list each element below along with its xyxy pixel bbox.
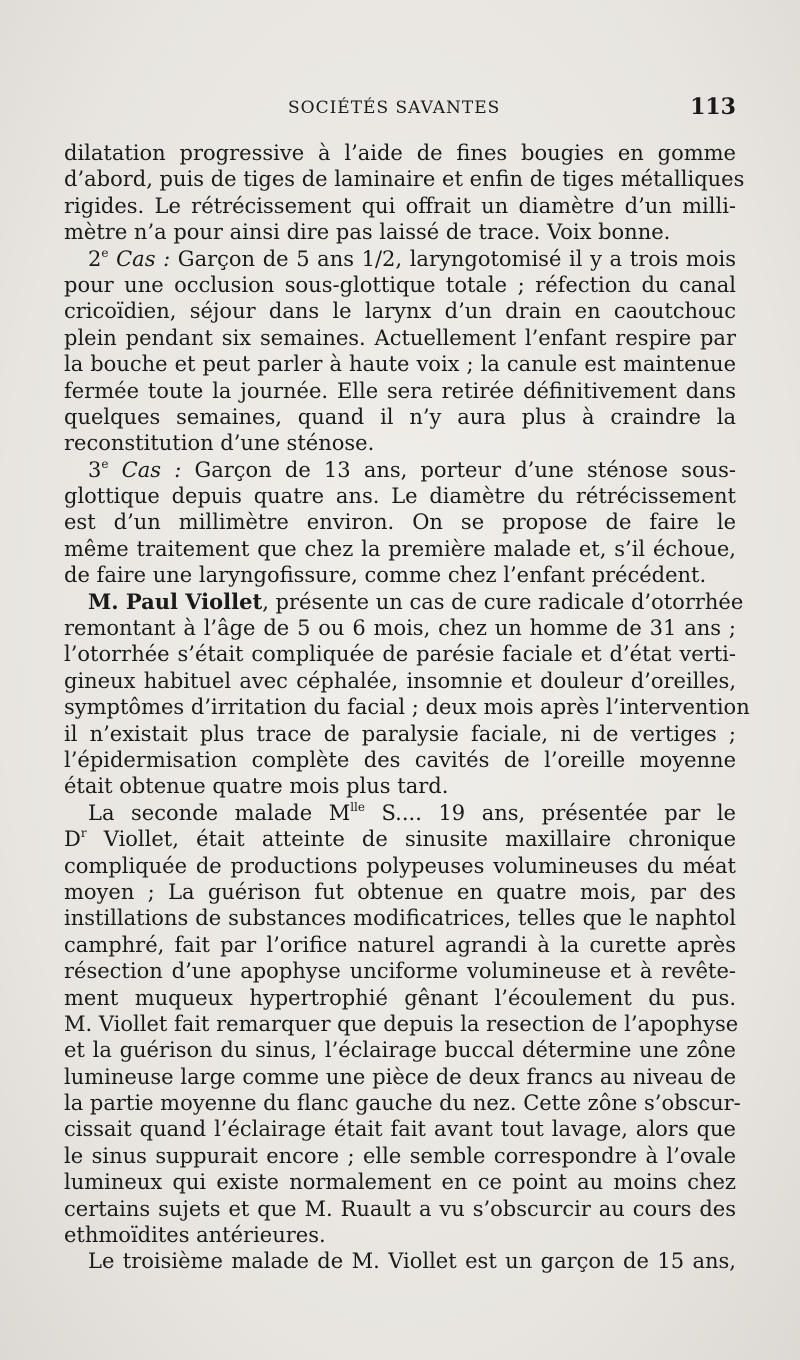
title-superscript: lle	[350, 799, 365, 814]
line-lead: La seconde malade M	[88, 800, 351, 825]
text-line: lumineux qui existe normalement en ce point au moins chez	[64, 1170, 736, 1195]
page-number: 113	[690, 94, 736, 120]
text-line: moyen ; La guérison fut obtenue en quatre mois, par des	[64, 879, 736, 904]
line-rest: S.... 19 ans, présentée par le	[364, 800, 736, 825]
text-line: lumineuse large comme une pièce de deux francs au niveau de	[64, 1064, 736, 1089]
case-label: Cas :	[121, 457, 182, 482]
line-rest: Viollet, était atteinte de sinusite maxillaire chronique	[86, 827, 736, 852]
text-line: M. Viollet fait remarquer que depuis la resection de l’apophyse	[64, 1011, 739, 1036]
title-superscript: r	[80, 826, 87, 841]
body-text	[64, 140, 750, 1275]
text-line: la bouche et peut parler à haute voix ; la canule est maintenue	[64, 352, 736, 377]
text-line: certains sujets et que M. Ruault a vu s’obscurcir au cours des	[64, 1196, 736, 1221]
text-line: remontant à l’âge de 5 ou 6 mois, chez un homme de 31 ans ;	[64, 616, 736, 641]
text-line: camphré, fait par l’orifice naturel agrandi à la curette après	[64, 932, 736, 957]
text-line: Le troisième malade de M. Viollet est un garçon de 15 ans,	[88, 1249, 736, 1274]
text-line: gineux habituel avec céphalée, insomnie et douleur d’oreilles,	[64, 668, 736, 693]
text-line: plein pendant six semaines. Actuellement l’enfant respire par	[64, 325, 736, 350]
text-line: dilatation progressive à l’aide de fines bougies en gomme	[64, 141, 736, 165]
text-line: la partie moyenne du flanc gauche du nez. Cette zône s’obscur-	[64, 1091, 741, 1116]
author-name: M. Paul Viollet	[88, 588, 263, 614]
text-line: il n’existait plus trace de paralysie faciale, ni de vertiges ;	[64, 721, 736, 746]
text-line: est d’un millimètre environ. On se propose de faire le	[64, 510, 736, 535]
text-line: fermée toute la journée. Elle sera retirée définitivement dans	[64, 378, 736, 403]
text-line: même traitement que chez la première malade et, s’il échoue,	[64, 536, 736, 561]
ordinal-superscript: e	[101, 456, 109, 471]
text-line-doctor	[64, 826, 736, 852]
running-head: SOCIÉTÉS SAVANTES	[288, 98, 501, 118]
text-line: ment muqueux hypertrophié gênant l’écoulement du pus.	[64, 985, 736, 1010]
text-line: quelques semaines, quand il n’y aura plus à craindre la	[64, 404, 736, 429]
text-line: de faire une laryngofissure, comme chez l’enfant précédent.	[64, 563, 707, 588]
text-line: l’épidermisation complète des cavités de l’oreille moyenne	[64, 747, 736, 772]
text-line: cissait quand l’éclairage était fait avant tout lavage, alors que	[64, 1117, 736, 1142]
text-line: était obtenue quatre mois plus tard.	[64, 774, 449, 799]
text-line: l’otorrhée s’était compliquée de parésie faciale et d’état verti-	[64, 642, 736, 667]
case-number: 3	[88, 457, 102, 482]
text-line: glottique depuis quatre ans. Le diamètre du rétrécissement	[64, 484, 736, 509]
case-label: Cas :	[116, 246, 171, 271]
text-line: résection d’une apophyse unciforme volumineuse et à revête-	[64, 959, 736, 984]
case-number: 2	[88, 246, 102, 271]
line-rest: , présente un cas de cure radicale d’otorrhée	[262, 589, 744, 614]
text-line: ethmoïdites antérieures.	[64, 1223, 326, 1248]
text-line: rigides. Le rétrécissement qui offrait un diamètre d’un milli-	[64, 193, 736, 218]
text-line: pour une occlusion sous-glottique totale ; réfection du canal	[64, 272, 736, 297]
text-line: compliquée de productions polypeuses volumineuses du méat	[64, 853, 736, 878]
text-line-viollet	[64, 588, 744, 615]
text-line: instillations de substances modificatrices, telles que le naphtol	[64, 906, 736, 931]
text-line-second-patient	[64, 800, 736, 826]
text-line: mètre n’a pour ainsi dire pas laissé de trace. Voix bonne.	[64, 220, 671, 245]
text-line-case-2	[64, 246, 736, 272]
text-line: reconstitution d’une sténose.	[64, 431, 375, 456]
ordinal-superscript: e	[101, 245, 109, 260]
text-line: le sinus suppurait encore ; elle semble correspondre à l’ovale	[64, 1143, 736, 1168]
page-header	[66, 94, 736, 124]
line-rest: Garçon de 5 ans 1/2, laryngotomisé il y a trois mois	[170, 246, 736, 271]
text-line: d’abord, puis de tiges de laminaire et enfin de tiges métalliques	[64, 167, 745, 192]
text-line: cricoïdien, séjour dans le larynx d’un drain en caoutchouc	[64, 299, 736, 324]
text-line-case-3	[64, 457, 736, 483]
text-line: symptômes d’irritation du facial ; deux mois après l’intervention	[64, 695, 750, 720]
line-lead: D	[64, 827, 81, 852]
text-line: et la guérison du sinus, l’éclairage buccal détermine une zône	[64, 1038, 736, 1063]
line-rest: Garçon de 13 ans, porteur d’une sténose sous-	[181, 457, 736, 482]
